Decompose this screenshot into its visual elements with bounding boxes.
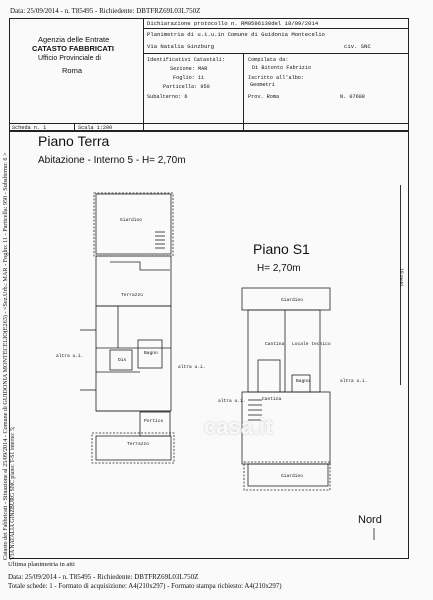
ground-floor-title: Piano Terra bbox=[38, 133, 110, 149]
compilata-label: Compilata da: bbox=[248, 57, 289, 63]
room-label-terrazzo: Terrazzo bbox=[121, 293, 144, 298]
room-label-bagno: Bagno bbox=[144, 351, 158, 356]
foglio-label: Foglio: 11 bbox=[173, 75, 205, 81]
room-label-altra-ui-east: altra u.i. bbox=[178, 365, 206, 370]
registration-number: N. 07608 bbox=[340, 94, 365, 100]
sezione-label: Sezione: MAR bbox=[170, 66, 208, 72]
side-vertical-text-2: VIA NATALIA GINZBURG SNC piano: T-S1 interno: 5; bbox=[10, 426, 16, 560]
footer-last-plan: Ultima planimetria in atti bbox=[8, 561, 75, 568]
s1-floor-plan bbox=[242, 288, 330, 490]
s1-floor-title: Piano S1 bbox=[253, 241, 310, 257]
identificativi-label: Identificativi Catastali: bbox=[147, 57, 225, 63]
room-label-giardino: Giardino bbox=[120, 218, 143, 223]
ufficio-label: Ufficio Provinciale di bbox=[38, 55, 101, 62]
compilata-name: Di Bitonto Fabrizio bbox=[252, 65, 312, 71]
room-label-cantina-2: Cantina bbox=[262, 397, 282, 402]
prov-label: Prov. Roma bbox=[248, 94, 280, 100]
room-label-bagno-s1: Bagno bbox=[296, 379, 310, 384]
footer-date-line: Data: 25/09/2014 - n. T85495 - Richiedente: DBTFRZ69L03L750Z bbox=[8, 573, 199, 581]
scheda-label: Scheda n. 1 bbox=[12, 125, 47, 131]
room-label-altra-ui-west: altra u.i. bbox=[56, 354, 84, 359]
watermark-logo: casa.it bbox=[204, 414, 273, 439]
catasto-label: CATASTO FABBRICATI bbox=[32, 44, 114, 53]
north-label: Nord bbox=[358, 514, 382, 526]
footer-total-line: Totale schede: 1 - Formato di acquisizione: A4(210x297) - Formato stampa richiesto: A4(210x297) bbox=[8, 583, 282, 590]
ground-floor-subtitle: Abitazione - Interno 5 - H= 2,70m bbox=[38, 155, 186, 166]
room-label-giardino-s1: Giardino bbox=[281, 298, 304, 303]
room-label-locale-tecnico: Locale tecnico bbox=[292, 342, 331, 347]
scale-bar-label: 10 metri bbox=[398, 268, 404, 287]
civic-number: civ. SNC bbox=[344, 43, 371, 50]
room-label-cantina: Cantina bbox=[265, 342, 285, 347]
subalterno-label: Subalterno: 6 bbox=[147, 94, 188, 100]
side-vertical-text: Catasto dei Fabbricati - Situazione al 25/09/2014 - Comune di GUIDONIA MONTECELIO(E263) - <Sez.Urb.: MAR - Foglio: 11 - Particella: 950 - Subalterno: 6 > bbox=[2, 152, 9, 560]
address-line: Via Natalia Ginzburg bbox=[147, 43, 215, 50]
protocol-line: Dichiarazione protocollo n. RM0596130del 18/09/2014 bbox=[147, 20, 319, 27]
room-label-portico: Portico bbox=[144, 419, 164, 424]
agency-name: Agenzia delle Entrate bbox=[38, 35, 110, 44]
iscritto-label: Iscritto all'albo: bbox=[248, 75, 305, 81]
particella-label: Particella: 950 bbox=[163, 84, 210, 90]
room-label-altra-ui-s1-east: altra u.i. bbox=[340, 379, 368, 384]
planimetria-line: Planimetria di u.i.u.in Comune di Guidonia Montecelio bbox=[147, 31, 325, 38]
header-date-line: Data: 25/09/2014 - n. T85495 - Richiedente: DBTFRZ69L03L750Z bbox=[10, 7, 201, 15]
room-label-dis: Dis bbox=[118, 358, 127, 363]
room-label-altra-ui-s1-west: altra u.i. bbox=[218, 399, 246, 404]
room-label-terrazzo-lower: Terrazzo bbox=[127, 442, 150, 447]
iscritto-value: Geometri bbox=[250, 82, 275, 88]
scala-label: Scala 1:200 bbox=[78, 125, 113, 131]
room-label-giardino-s1-lower: Giardino bbox=[281, 474, 304, 479]
s1-floor-subtitle: H= 2,70m bbox=[257, 263, 301, 274]
office-city: Roma bbox=[62, 66, 83, 75]
